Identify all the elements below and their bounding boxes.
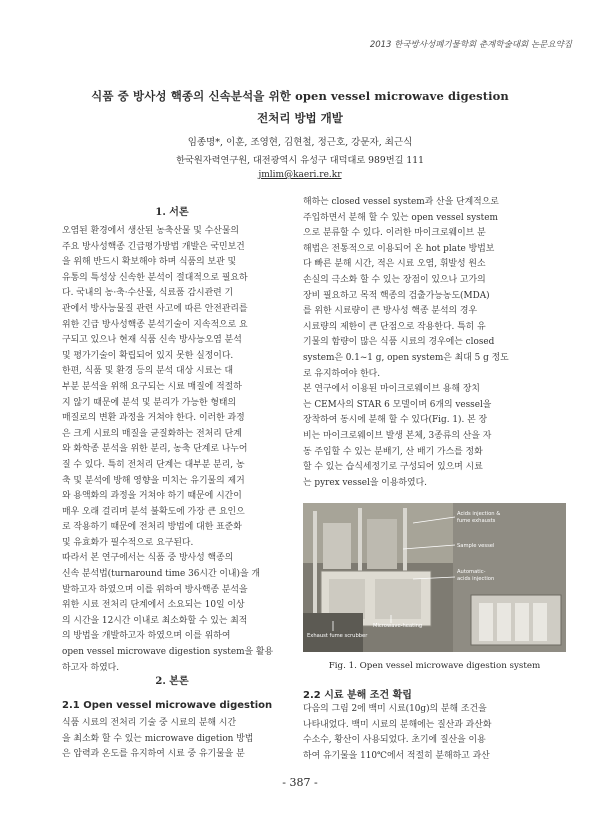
text-line: 오염된 환경에서 생산된 농축산물 및 수산물의 (62, 226, 239, 236)
text-line: 해하는 closed vessel system과 산을 단계적으로 (303, 197, 499, 207)
section-heading-intro: 1. 서론 (155, 207, 189, 218)
text-line: 의 방법을 개발하고자 하였으며 이를 위하여 (62, 631, 231, 642)
text-line: 다. 국내의 농·축·수산물, 식료품 감시관련 기 (62, 288, 234, 299)
text-line: 로 유지하여야 한다. (303, 368, 381, 379)
text-line: 및 평가기술이 확립되어 있지 못한 실정이다. (62, 350, 234, 361)
subsection-heading-2-1: 2.1 Open vessel microwave digestion (62, 700, 273, 711)
text-line: 동 주입할 수 있는 분배기, 산 배기 가스를 정화 (303, 446, 483, 457)
text-line: 으로 분류할 수 있다. 이러한 마이크로웨이브 분 (303, 228, 486, 239)
affiliation: 한국원자력연구원, 대전광역시 유성구 대덕대로 989번길 111 (176, 155, 424, 166)
text-line: 기물의 함량이 많은 식품 시료의 경우에는 closed (303, 337, 495, 348)
label-acid-injection: Acids injection & (457, 511, 501, 517)
text-line: 따라서 본 연구에서는 식품 중 방사성 핵종의 (62, 553, 234, 564)
email-link[interactable]: jmlim@kaeri.re.kr (258, 170, 342, 180)
text-line: 다 빠른 분해 시간, 적은 시료 오염, 휘발성 원소 (303, 259, 486, 270)
text-line: 부분 분석을 위해 요구되는 시료 매질에 적절하 (62, 381, 242, 392)
subsection-heading-2-2: 2.2 시료 분해 조건 확립 (303, 690, 412, 701)
text-line: 나타내었다. 백미 시료의 분해에는 질산과 과산화 (303, 719, 492, 730)
text-line: 는 CEM사의 STAR 6 모델이며 6개의 vessel을 (303, 399, 492, 410)
text-line: 다음의 그림 2에 백미 시료(10g)의 분해 조건을 (303, 704, 487, 714)
text-line: 은 압력과 온도를 유지하여 시료 중 유기물을 분 (62, 749, 245, 760)
text-line: 로 작용하기 때문에 전처리 방법에 대한 표준화 (62, 522, 242, 533)
label-automatic: Automatic- (457, 569, 486, 575)
text-line: 와 화학종 분석을 위한 분리, 농축 단계로 나누어 (62, 444, 248, 455)
label-acids-injection: acids injection (457, 576, 495, 582)
text-line: 및 유효화가 필수적으로 요구된다. (62, 537, 194, 548)
text-line: 하여 유기물을 110℃에서 적절히 분해하고 과산 (303, 750, 490, 761)
text-line: 시료량의 제한이 큰 단점으로 작용한다. 특히 유 (303, 321, 486, 332)
text-line: 을 위해 반드시 확보해야 하며 식품의 보관 및 (62, 257, 237, 268)
text-line: 수소수, 황산이 사용되었다. 초기에 질산을 이용 (303, 735, 486, 746)
text-line: 는 pyrex vessel을 이용하였다. (303, 477, 427, 488)
text-line: 발하고자 하였으며 이를 위하여 방사핵종 분석을 (62, 584, 248, 595)
figure-1-photo (303, 503, 566, 652)
text-line: 장비 필요하고 목적 핵종의 검출가능농도(MDA) (303, 290, 490, 301)
label-sample-vessel: Sample vessel (457, 543, 495, 549)
text-line: 지 않기 때문에 분석 및 분리가 가능한 형태의 (62, 397, 237, 408)
text-line: 신속 분석법(turnaround time 36시간 이내)을 개 (62, 569, 260, 580)
label-fume-exhausts: fume exhausts (457, 518, 496, 524)
text-line: 축 및 분석에 방해 영향을 미치는 유기물의 제거 (62, 475, 245, 486)
text-line: 장착하여 동시에 분해 할 수 있다(Fig. 1). 본 장 (303, 415, 488, 426)
microwave-system-illustration (303, 503, 566, 652)
text-line: 해법은 전통적으로 이용되어 온 hot plate 방법보 (303, 243, 495, 254)
section-heading-body: 2. 본론 (155, 676, 189, 687)
left-column-text-2 (62, 716, 284, 763)
right-column-text-2 (303, 702, 569, 764)
text-line: 하고자 하였다. (62, 662, 120, 673)
right-column-text-1 (303, 195, 569, 491)
text-line: 한편, 식품 및 환경 등의 분석 대상 시료는 대 (62, 366, 234, 377)
text-line: system은 0.1~1 g, open system은 최대 5 g 정도 (303, 352, 509, 363)
title-line-2: 전처리 방법 개발 (257, 111, 343, 125)
text-line: 질 수 있다. 특히 전처리 단계는 대부분 분리, 농 (62, 459, 245, 470)
text-line: 주입하면서 분해 할 수 있는 open vessel system (303, 212, 498, 223)
text-line: 를 위한 시료량이 큰 방사성 핵종 분석의 경우 (303, 306, 478, 317)
title-line-1: 식품 중 방사성 핵종의 신속분석을 위한 open vessel microwave digestion (91, 89, 509, 103)
text-line: 을 최소화 할 수 있는 microwave digetion 방법 (62, 733, 254, 744)
text-line: 의 시간을 12시간 이내로 최소화할 수 있는 최적 (62, 615, 248, 626)
label-exhaust-scrubber: Exhaust fume scrubber (307, 633, 368, 639)
conference-header: 2013 한국방사성폐기물학회 춘계학술대회 논문요약집 (369, 40, 572, 50)
page-number: - 387 - (282, 776, 318, 789)
paper-title (0, 88, 600, 126)
text-line: 할 수 있는 습식세정기로 구성되어 있으며 시료 (303, 462, 483, 473)
text-line: 은 크게 시료의 매질을 균질화하는 전처리 단계 (62, 428, 242, 439)
left-column-text-1 (62, 224, 284, 676)
text-line: 비는 마이크로웨이브 발생 본체, 3종류의 산을 자 (303, 430, 492, 441)
author-email (0, 170, 600, 180)
figure-1-caption: Fig. 1. Open vessel microwave digestion system (328, 661, 541, 671)
text-line: 본 연구에서 이용된 마이크로웨이브 용해 장치 (303, 384, 480, 395)
text-line: 위한 시료 전처리 단계에서 소요되는 10일 이상 (62, 600, 245, 611)
text-line: 유통의 특성상 신속한 분석이 절대적으로 필요하 (62, 272, 248, 283)
text-line: 손실의 극소화 할 수 있는 장점이 있으나 고가의 (303, 274, 486, 285)
author-list: 임종명*, 이훈, 조영현, 김현철, 정근호, 강문자, 최근식 (187, 137, 413, 148)
text-line: 식품 시료의 전처리 기술 중 시료의 분해 시간 (62, 718, 237, 728)
label-microwave-heating: Microwave-heating (373, 623, 423, 629)
text-line: 주요 방사성핵종 긴급평가방법 개발은 국민보건 (62, 241, 245, 252)
text-line: 관에서 방사능물질 관련 사고에 따른 안전관리를 (62, 303, 248, 314)
text-line: 매우 오래 걸리며 분석 불확도에 가장 큰 요인으 (62, 506, 245, 517)
text-line: 구되고 있으나 현재 식품 신속 방사능오염 분석 (62, 335, 242, 346)
text-line: open vessel microwave digestion system을 활용 (62, 647, 274, 658)
text-line: 매질로의 변환 과정을 거쳐야 한다. 이러한 과정 (62, 413, 245, 424)
text-line: 위한 긴급 방사성핵종 분석기술이 지속적으로 요 (62, 319, 248, 330)
text-line: 와 용액화의 과정을 거쳐야 하기 때문에 시간이 (62, 491, 242, 502)
